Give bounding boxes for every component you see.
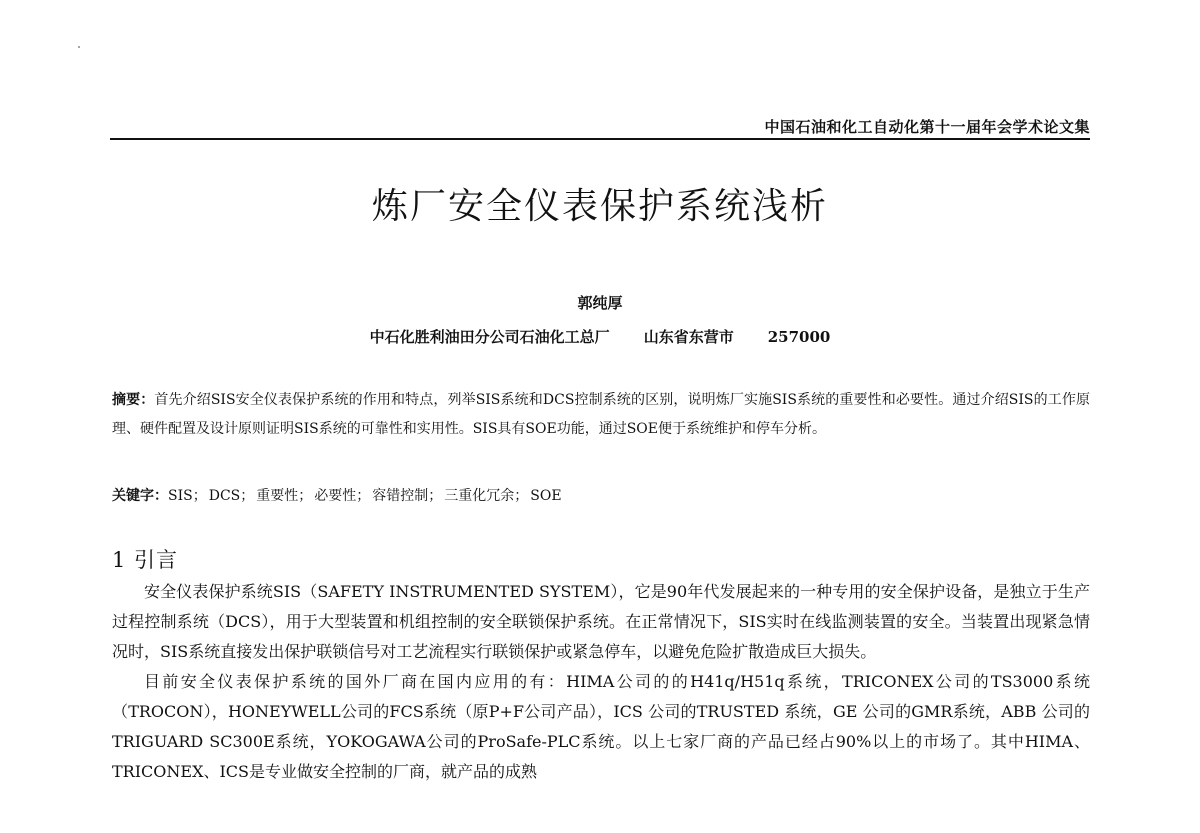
paper-title: 炼厂安全仪表保护系统浅析 — [371, 186, 828, 227]
keywords — [112, 482, 1090, 511]
abstract-text: 首先介绍SIS安全仪表保护系统的作用和特点，列举SIS系统和DCS控制系统的区别，说明炼厂实施SIS系统的重要性和必要性。通过介绍SIS的工作原理、硬件配置及设计原则证明SIS系统的可靠性和实用性。SIS具有SOE功能，通过SOE便于系统维护和停车分析。 — [112, 392, 1090, 437]
keyword: SIS； — [168, 488, 207, 504]
body-paragraph: 目前安全仪表保护系统的国外厂商在国内应用的有：HIMA公司的的H41q/H51q系统，TRICONEX公司的TS3000系统（TROCON），HONEYWELL公司的FCS系统（原P+F公司产品），ICS 公司的TRUSTED 系统，GE 公司的GMR系统，ABB 公司的TRIGUARD SC300E系统，YOKOGAWA公司的ProSafe-PLC系统。以上七家厂商的产品已经占90%以上的市场了。其中HIMA、TRICONEX、ICS是专业做安全控制的厂商，就产品的成熟 — [112, 672, 1090, 781]
section-heading: 1 引言 — [112, 548, 179, 572]
scan-speck — [78, 46, 80, 48]
abstract — [112, 386, 1090, 444]
keyword: 三重化冗余； — [444, 488, 529, 504]
keywords-label: 关键字： — [112, 488, 168, 504]
keyword: 重要性； — [256, 488, 313, 504]
header-rule — [110, 138, 1090, 140]
body-paragraph: 安全仪表保护系统SIS（SAFETY INSTRUMENTED SYSTEM），它是90年代发展起来的一种专用的安全保护设备，是独立于生产过程控制系统（DCS），用于大型装置和机组控制的安全联锁保护系统。在正常情况下，SIS实时在线监测装置的安全。当装置出现紧急情况时，SIS系统直接发出保护联锁信号对工艺流程实行联锁保护或紧急停车，以避免危险扩散造成巨大损失。 — [112, 582, 1090, 661]
section-body — [112, 577, 1090, 787]
keyword: 容错控制； — [372, 488, 443, 504]
affiliation-city: 山东省东营市 — [643, 328, 734, 346]
keyword: DCS； — [208, 488, 255, 504]
keyword: SOE — [530, 488, 562, 504]
abstract-label: 摘要： — [112, 392, 155, 408]
running-header: 中国石油和化工自动化第十一届年会学术论文集 — [764, 118, 1090, 136]
author-name: 郭纯厚 — [577, 294, 623, 312]
keyword: 必要性； — [314, 488, 371, 504]
affiliation-organization: 中石化胜利油田分公司石油化工总厂 — [369, 328, 610, 346]
affiliation — [0, 326, 1200, 347]
affiliation-postcode: 257000 — [767, 328, 831, 346]
